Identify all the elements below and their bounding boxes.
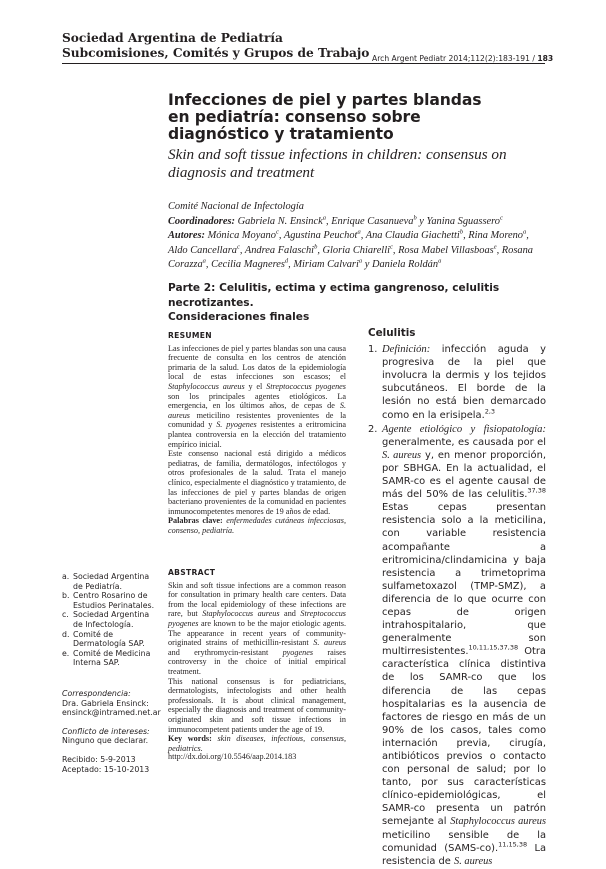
species-name: S. aureus — [454, 855, 493, 867]
authors-label: Autores: — [168, 230, 205, 242]
society-subtitle: Subcomisiones, Comités y Grupos de Trabajo — [62, 45, 370, 60]
text-run: raises controversy in the choice of initial empirical treatment. — [168, 647, 346, 676]
affiliation-mark: e — [493, 243, 497, 251]
author-name: Aldo Cancellara — [168, 244, 237, 256]
affiliation-text: Comité de Medicina Interna SAP. — [73, 648, 151, 668]
affiliation-letter: d. — [62, 629, 70, 639]
text-run: y, en menor proporción, por SBHGA. En la actualidad, el SAMR-co es el agente causal de más del 50% de las celulitis. — [382, 449, 546, 501]
doi-link[interactable]: http://dx.doi.org/10.5546/aap.2014.183 — [168, 752, 297, 761]
affiliation-item — [62, 591, 158, 610]
author-name: Miriam Calvari — [293, 259, 359, 271]
article-title-spanish: Infecciones de piel y partes blandas en pediatría: consenso sobre diagnóstico y tratamiento — [168, 91, 482, 143]
item-lead: Agente etiológico y fisiopatología: — [382, 423, 546, 435]
text-run: and erythromycin-resistant — [168, 647, 283, 657]
affiliation-item — [62, 630, 158, 649]
conjunction: y — [419, 215, 424, 227]
affiliation-letter: c. — [62, 610, 69, 620]
text-run: infección aguda y progresiva de la piel que involucra la dermis y los tejidos subcutáneos. El borde de la lesión no está bien demarcado como en la erisipela. — [382, 344, 546, 421]
author-name: Rosa Mabel Villasboas — [398, 244, 494, 256]
affiliation-text: Centro Rosarino de Estudios Perinatales. — [73, 591, 155, 610]
author-name: Rina Moreno — [468, 230, 523, 242]
resumen-block — [168, 331, 346, 535]
affiliations-list — [62, 572, 158, 668]
author-name: Cecilia Magneres — [211, 259, 285, 271]
list-item — [368, 423, 546, 868]
item-number: 2. — [368, 423, 378, 435]
affiliation-mark: b — [459, 228, 464, 236]
affiliation-mark: a — [202, 257, 206, 265]
abstract-heading: ABSTRACT — [168, 568, 216, 577]
author-name: Gloria Chiarelli — [322, 244, 390, 256]
journal-citation — [372, 54, 553, 63]
author-block — [168, 200, 548, 273]
species-name: S. aureus — [313, 638, 347, 648]
affiliation-letter: e. — [62, 648, 70, 658]
author-name: Mónica Moyano — [207, 230, 276, 242]
keywords-label: Palabras clave: — [168, 516, 223, 526]
received-date: Recibido: 5-9-2013 — [62, 754, 136, 764]
affiliation-mark: d — [284, 257, 289, 265]
text-run: Las infecciones de piel y partes blandas son una causa frecuente de consulta en los centros de atención primaria de la salud. Los datos de la epidemiología local de estas infecciones son escasos; el — [168, 343, 346, 382]
text-run: son los principales agentes etiológicos. La emergencia, en los últimos años, de cepas de — [168, 391, 346, 411]
citation-text: Arch Argent Pediatr 2014;112(2):183-191 — [372, 54, 530, 63]
affiliation-mark: b — [413, 214, 417, 222]
affiliation-item — [62, 610, 158, 629]
part-title-line: Parte 2: Celulitis, ectima y ectima gangrenoso, celulitis necrotizantes. — [168, 282, 500, 309]
cellulitis-section — [368, 327, 546, 869]
item-lead: Definición: — [382, 344, 431, 356]
text-run: and — [279, 609, 301, 619]
abstract-paragraph — [168, 581, 346, 677]
resumen-heading: RESUMEN — [168, 331, 212, 340]
keywords-text: skin diseases, infectious, consensus, pediatrics. — [168, 734, 347, 753]
text-run: meticilino sensible de la comunidad (SAMS-co). — [382, 829, 546, 854]
author-name: Daniela Roldán — [371, 259, 439, 271]
coordinator-name: Yanina Sguassero — [426, 215, 500, 227]
affiliation-letter: b. — [62, 591, 70, 601]
item-number: 1. — [368, 344, 378, 356]
text-run: La resistencia de — [382, 842, 546, 867]
reference-mark: 2,3 — [484, 407, 496, 416]
keywords-text: enfermedades cutáneas infecciosas, consenso, pediatría. — [168, 516, 347, 535]
article-title-english: Skin and soft tissue infections in children: consensus on diagnosis and treatment — [168, 146, 507, 181]
affiliation-mark: c — [236, 243, 240, 251]
affiliation-text: Sociedad Argentina de Infectología. — [73, 610, 150, 629]
species-name: Streptococcus pyogenes — [266, 381, 346, 391]
author-name: Rosana Corazza — [168, 244, 533, 271]
affiliation-mark: c — [389, 243, 393, 251]
conflict-value: Ninguno que declarar. — [62, 736, 149, 746]
affiliation-text: Comité de Dermatología SAP. — [73, 629, 145, 649]
committee-name: Comité Nacional de Infectología — [168, 201, 304, 212]
resumen-keywords — [168, 516, 346, 535]
author-name: Andrea Falaschi — [244, 244, 315, 256]
conflict-label: Conflicto de intereses: — [62, 726, 150, 736]
species-name: S. pyogenes — [216, 420, 257, 430]
species-name: S. aureus — [382, 449, 422, 461]
page-number: 183 — [537, 54, 554, 63]
text-run: y el — [244, 381, 267, 391]
affiliation-mark: c — [275, 228, 279, 236]
affiliation-mark: c — [499, 214, 503, 222]
text-run: meticilino resistentes provenientes de la comunidad y — [168, 410, 346, 430]
species-name: Staphylococcus aureus — [202, 609, 280, 619]
reference-mark: 11,15,38 — [498, 840, 528, 849]
article-meta — [62, 689, 162, 774]
abstract-block — [168, 568, 346, 753]
abstract-paragraph: This national consensus is for pediatricians, dermatologists, infectologists and other health professionals. It is about clinical management, especially the diagnosis and treatment of community-originated skin and soft tissue infections in immunocompetent patients under the age of 19. — [168, 676, 346, 734]
correspondence-label: Correspondencia: — [62, 689, 131, 698]
author-name: Ana Claudia Giachetti — [365, 230, 460, 242]
cellulitis-heading: Celulitis — [368, 327, 416, 339]
coordinator-name: Enrique Casanueva — [331, 215, 414, 227]
accepted-date: Aceptado: 15-10-2013 — [62, 764, 150, 774]
reference-mark: 37,38 — [527, 486, 546, 495]
species-name: Streptococcus pyogenes — [168, 609, 346, 628]
affiliation-mark: a — [357, 228, 361, 236]
text-run: are known to be the major etiologic agents. The appearance in recent years of community-originated strains of methicillin-resistant — [168, 618, 346, 648]
correspondence-name: Dra. Gabriela Ensinck: — [62, 698, 149, 708]
list-item — [368, 343, 546, 422]
affiliation-item — [62, 572, 158, 591]
affiliation-text: Sociedad Argentina de Pediatría. — [73, 572, 150, 591]
conjunction: y — [364, 259, 370, 271]
text-run: Otra característica clínica distintiva de los SAMR-co que los diferencia de las cepas hospitalarias es la ausencia de factores de riesgo en más de un 90% de los casos, tales como internación previa, cirugía, antibióticos previos o contacto con personal de salud; por lo tanto, por sus características clínico-epidemiológicas, el SAMR-co presenta un patrón semejante al — [382, 646, 546, 828]
species-name: Staphylococcus aureus — [168, 381, 245, 391]
text-run: Skin and soft tissue infections are a common reason for consultation in primary health care centers. Data from the local epidemiology of these infections are rare, but — [168, 580, 346, 619]
coordinators-label: Coordinadores: — [168, 215, 235, 227]
coordinator-name: Gabriela N. Ensinck — [237, 215, 323, 227]
authors-line: Autores: Mónica Moyano$^c$, Agustina Peuchot$^a$, Ana Claudia Giachetti$^b$, Rina Moreno$^a$, Aldo Cancellara$^c$, Andrea Falaschi$^b$, Gloria Chiarelli$^c$, Rosa Mabel Villasboas$^e$, Rosana Corazza$^a$, Cecilia Magneres$^d$, Miriam Calvari$^a$ y Daniela Roldán$^a$ — [168, 228, 533, 271]
reference-mark: 10,11,15,37,38 — [468, 643, 519, 652]
coordinators-line: Coordinadores: Gabriela N. Ensinck$^a$, Enrique Casanueva$^b$ y Yanina Sguassero$^c$ — [168, 214, 503, 227]
text-run: generalmente, es causada por el — [382, 436, 546, 448]
society-header — [62, 31, 382, 60]
correspondence-email[interactable]: ensinck@intramed.net.ar — [62, 708, 161, 718]
society-name: Sociedad Argentina de Pediatría — [62, 31, 283, 45]
abstract-keywords — [168, 734, 346, 753]
species-name: S. aureus — [168, 401, 346, 420]
part-title-line: Consideraciones finales — [168, 311, 310, 323]
affiliation-letter: a. — [62, 572, 70, 581]
species-name: pyogenes — [282, 647, 314, 657]
citation-separator: / — [529, 54, 538, 63]
affiliation-mark: a — [358, 257, 363, 265]
section-part-title — [168, 281, 548, 325]
affiliation-mark: a — [322, 214, 326, 222]
text-run: resistentes a eritromicina plantea controversia en la elección del tratamiento empírico inicial. — [168, 420, 346, 449]
keywords-label: Key words: — [168, 734, 212, 744]
affiliation-mark: a — [438, 257, 442, 265]
text-run: Estas cepas presentan resistencia solo a la meticilina, con variable resistencia acompañante a eritromicina/clindamicina y baja resistencia a trimetoprima sulfametoxazol (TMP-SMZ), a diferencia de lo que ocurre con cepas de origen intrahospitalario, que generalmente son multirresistentes. — [382, 502, 546, 658]
resumen-paragraph — [168, 344, 346, 450]
affiliation-mark: b — [314, 243, 318, 251]
author-name: Agustina Peuchot — [283, 230, 358, 242]
header-rule — [62, 63, 545, 64]
resumen-paragraph: Este consenso nacional está dirigido a médicos pediatras, de familia, dermatólogos, infectólogos y otros profesionales de la salud. Trata el manejo clínico, especialmente el diagnóstico y tratamiento, de las infecciones de piel y partes blandas de origen bacteriano provenientes de la comunidad en pacientes inmunocompetentes menores de 19 años de edad. — [168, 449, 346, 516]
species-name: Staphylococcus aureus — [450, 816, 546, 828]
affiliation-mark: a — [523, 228, 527, 236]
affiliation-item — [62, 649, 158, 668]
